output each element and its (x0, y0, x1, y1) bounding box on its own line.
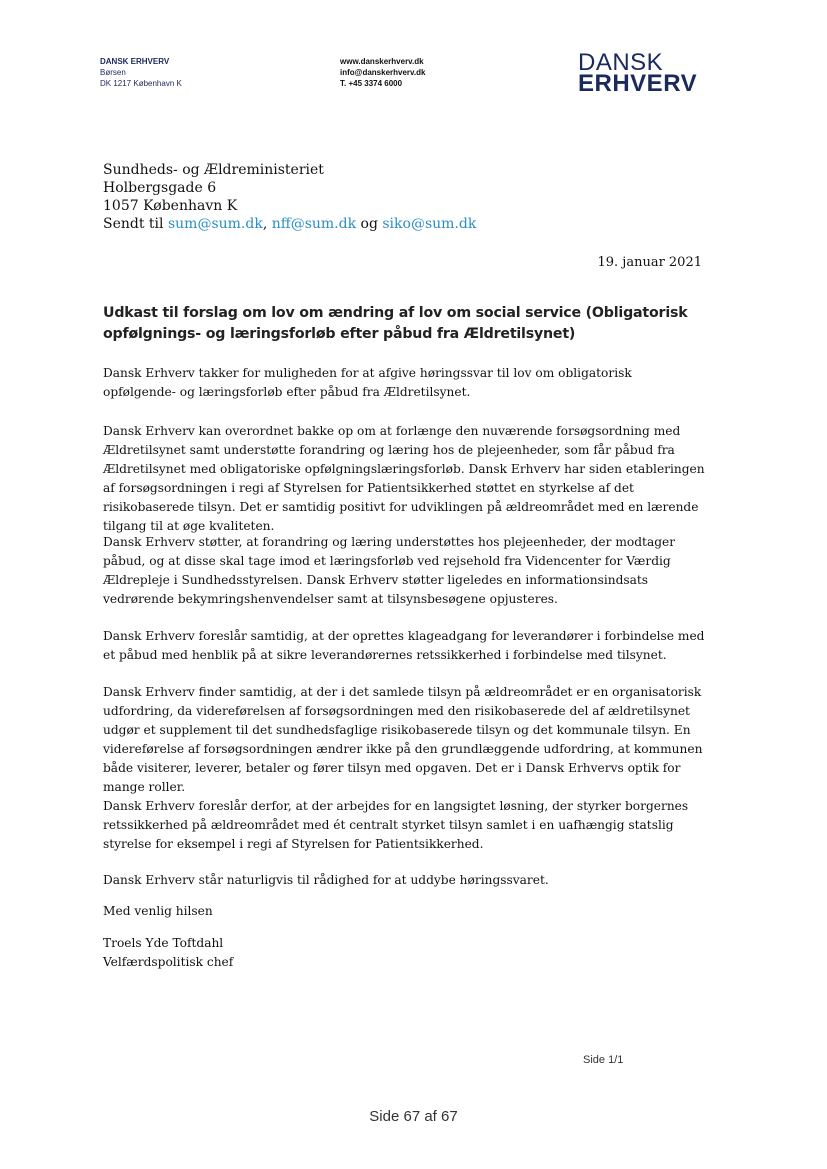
email-link-nff[interactable]: nff@sum.dk (271, 216, 357, 232)
sender-org: DANSK ERHVERV (100, 57, 170, 66)
recipient-line2: Holbergsgade 6 (103, 180, 217, 196)
contact-email: info@danskerhverv.dk (340, 68, 426, 77)
signature-name: Troels Yde Toftdahl (103, 936, 224, 950)
recipient-address (103, 161, 476, 233)
contact-phone: T. +45 3374 6000 (340, 79, 403, 88)
logo-line1: DANSK (578, 49, 664, 76)
body-paragraph: Dansk Erhverv foreslår samtidig, at der oprettes klageadgang for leverandører i forbindelse med et påbud med henblik på at sikre leverandørernes retssikkerhed i forbindelse med tilsynet. (103, 629, 705, 662)
body-paragraph: Dansk Erhverv finder samtidig, at der i det samlede tilsyn på ældreområdet er en organisatorisk udfordring, da videreførelsen af forsøgsordningen med den risikobaserede del af ældretilsynet udgør et supplement til det sundhedsfaglige risikobaserede tilsyn og det kommunale tilsyn. En videreførelse af forsøgsordningen ændrer ikke på den grundlæggende udfordring, at kommunen både visiterer, leverer, betaler og fører tilsyn med opgaven. Det er i Dansk Erhvervs optik for mange roller. (103, 685, 703, 794)
letterhead-contact (340, 56, 425, 89)
recipient-line1: Sundheds- og Ældreministeriet (103, 162, 324, 178)
email-link-sum[interactable]: sum@sum.dk (167, 216, 263, 232)
body-paragraph: Dansk Erhverv foreslår derfor, at der arbejdes for en langsigtet løsning, der styrker borgernes retssikkerhed på ældreområdet med ét centralt styrket tilsyn samlet i en uafhængig statslig styrelse for eksempel i regi af Styrelsen for Patientsikkerhed. (103, 799, 689, 851)
recipient-sent-to (103, 215, 476, 233)
sender-postal-line: DK 1217 København K (100, 79, 182, 88)
email-separator: , (262, 216, 272, 232)
email-link-siko[interactable]: siko@sum.dk (382, 216, 477, 232)
body-paragraph: Dansk Erhverv står naturligvis til rådighed for at uddybe høringssvaret. (103, 873, 549, 887)
recipient-line3: 1057 København K (103, 198, 238, 214)
body-paragraph: Dansk Erhverv støtter, at forandring og læring understøttes hos plejeenheder, der modtager påbud, og at disse skal tage imod et læringsforløb ved rejsehold fra Videncenter for Værdig Ældrepleje i Sundhedsstyrelsen. Dansk Erhverv støtter ligeledes en informationsindsats vedrørende bekymringshenvendelser samt at tilsynsbesøgene opjusteres. (103, 535, 676, 606)
letterhead-sender (100, 56, 182, 89)
letter-subject: Udkast til forslag om lov om ændring af lov om social service (Obligatorisk opfølgnings- og læringsforløb efter påbud fra Ældretilsynet) (103, 305, 688, 342)
contact-web: www.danskerhverv.dk (340, 57, 424, 66)
dansk-erhverv-logo (578, 49, 698, 97)
signature-title: Velfærdspolitisk chef (103, 955, 234, 969)
letter-date: 19. januar 2021 (597, 255, 702, 270)
document-footer: Side 67 af 67 (369, 1108, 458, 1125)
email-separator: og (356, 216, 383, 232)
body-paragraph: Dansk Erhverv takker for muligheden for at afgive høringssvar til lov om obligatorisk opfølgende- og læringsforløb efter påbud fra Ældretilsynet. (103, 366, 632, 399)
page-number: Side 1/1 (583, 1054, 624, 1066)
sent-prefix: Sendt til (103, 216, 168, 232)
closing: Med venlig hilsen (103, 904, 213, 918)
signature-block (103, 934, 233, 972)
logo-line2: ERHVERV (578, 70, 698, 97)
body-paragraph: Dansk Erhverv kan overordnet bakke op om at forlænge den nuværende forsøgsordning med Ældretilsynet samt understøtte forandring og læring hos de plejeenheder, som får påbud fra Ældretilsynet med obligatoriske opfølgningslæringsforløb. Dansk Erhverv har siden etableringen af forsøgsordningen i regi af Styrelsen for Patientsikkerhed støttet en styrkelse af det risikobaserede tilsyn. Det er samtidig positivt for udviklingen på ældreområdet med en lærende tilgang til at øge kvaliteten. (103, 424, 705, 533)
sender-address-line: Børsen (100, 68, 126, 77)
